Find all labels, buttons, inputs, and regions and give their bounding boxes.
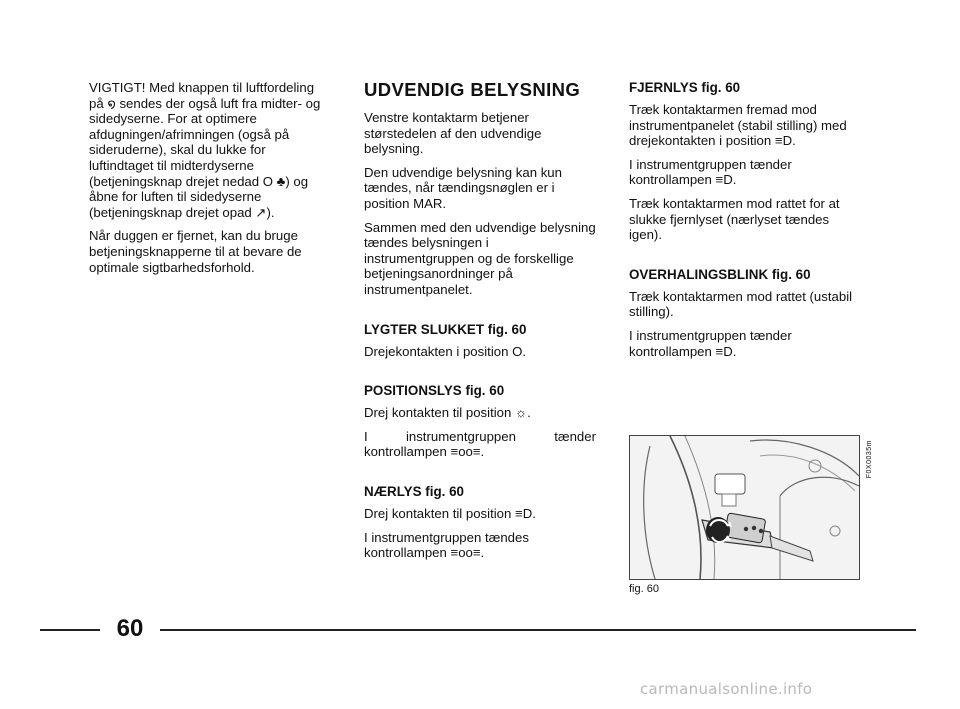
high-beam-text: Træk kontaktarmen fremad mod instrumentpanelet (stabil stilling) med drejekontakten i position ≡D. bbox=[629, 102, 847, 149]
lights-off-text: Drejekontakten i position O. bbox=[364, 343, 526, 359]
flash-heading: OVERHALINGSBLINK fig. 60 bbox=[629, 266, 811, 282]
figure-60-illustration bbox=[629, 435, 860, 580]
low-beam-indicator: I instrumentgruppen tændes kontrollampen ≡oo≡. bbox=[364, 529, 529, 561]
position-lights-indicator bbox=[364, 429, 596, 460]
high-beam-heading: FJERNLYS fig. 60 bbox=[629, 80, 741, 95]
defrost-note: VIGTIGT! Med knappen til luftfordeling på ໑ sendes der også luft fra midter- og sidedyserne. For at optimere afdugningen/afrimningen (også på sideruderne), skal du lukke for luftindtaget til midterdyserne (betjeningsknap drejet nedad O ♣) og åbne for luften til sidedyserne (betjeningsknap drejet opad ↗). bbox=[89, 80, 321, 220]
dashboard-lighting-paragraph: Sammen med den udvendige belysning tændes belysningen i instrumentgruppen og de forskellige betjeningsanordninger på instrumentpanelet. bbox=[364, 219, 596, 297]
high-beam-indicator: I instrumentgruppen tænder kontrollampen ≡D. bbox=[629, 156, 792, 188]
lights-off-heading: LYGTER SLUKKET fig. 60 bbox=[364, 321, 527, 337]
section-title: UDVENDIG BELYSNING bbox=[364, 79, 581, 100]
position-lights-text: Drej kontakten til position ☼. bbox=[364, 405, 531, 421]
right-column bbox=[629, 80, 861, 367]
low-beam-text: Drej kontakten til position ≡D. bbox=[364, 505, 536, 521]
low-beam-heading: NÆRLYS fig. 60 bbox=[364, 483, 464, 499]
steering-stalk-drawing bbox=[630, 436, 859, 579]
figure-code: F0X0035m bbox=[866, 440, 873, 479]
page-number: 60 bbox=[100, 614, 160, 644]
high-beam-off-text: Træk kontaktarmen mod rattet for at slukke fjernlyset (nærlyset tændes igen). bbox=[629, 195, 840, 243]
position-lights-heading: POSITIONSLYS fig. 60 bbox=[364, 383, 505, 399]
position-indicator-line1: I instrumentgruppen tænder bbox=[364, 428, 596, 444]
intro-paragraph: Venstre kontaktarm betjener størstedelen af den udvendige belysning. bbox=[364, 110, 542, 157]
flash-indicator: I instrumentgruppen tænder kontrollampen ≡D. bbox=[629, 327, 792, 359]
flash-text: Træk kontaktarmen mod rattet (ustabil stilling). bbox=[629, 288, 853, 320]
watermark: carmanualsonline.info bbox=[640, 680, 813, 698]
footer-rule bbox=[40, 629, 916, 631]
position-indicator-line2: kontrollampen ≡oo≡. bbox=[364, 444, 485, 460]
ignition-paragraph: Den udvendige belysning kan kun tændes, når tændingsnøglen er i position MAR. bbox=[364, 164, 562, 211]
middle-column bbox=[364, 80, 596, 569]
left-column bbox=[89, 80, 326, 283]
figure-caption: fig. 60 bbox=[629, 583, 659, 595]
visibility-note: Når duggen er fjernet, kan du bruge betjeningsknapperne til at bevare de optimale sigtbarhedsforhold. bbox=[89, 228, 302, 275]
